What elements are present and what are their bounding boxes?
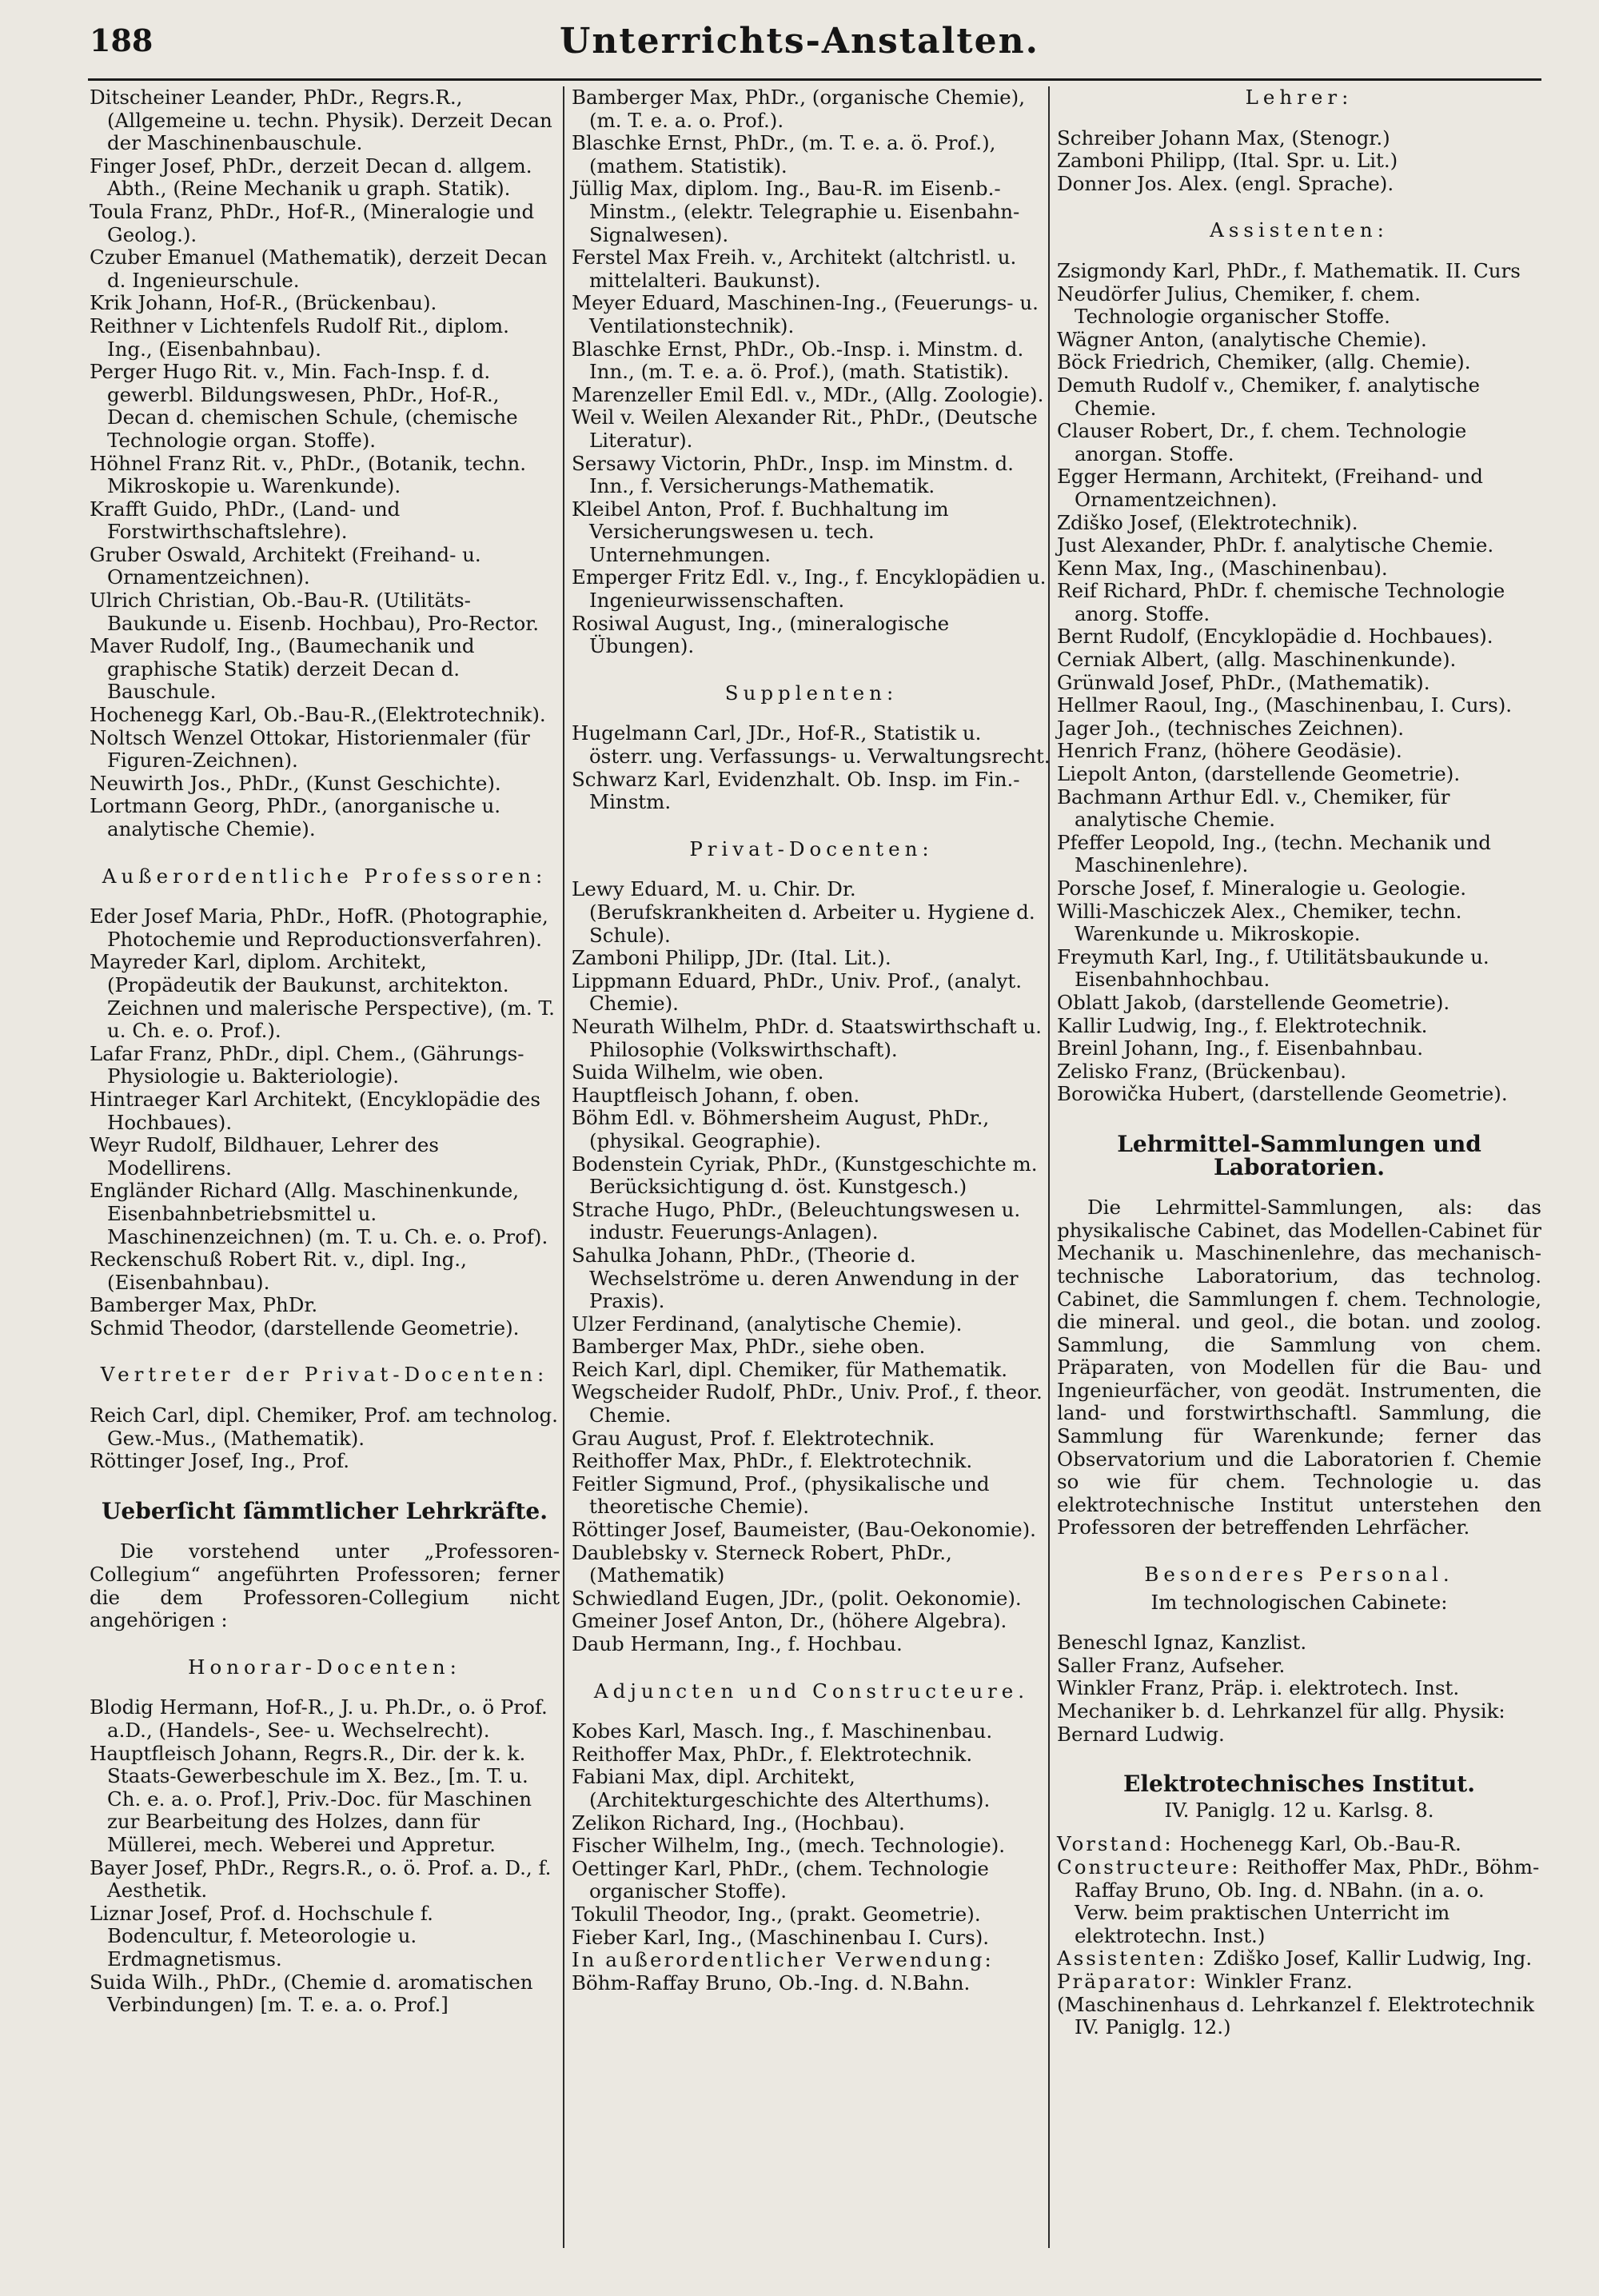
section-heading-lehrmittel: Lehrmittel-Sammlungen und Laboratorien. — [1117, 1130, 1481, 1180]
section-heading-privat-docenten: Privat-Docenten: — [689, 837, 934, 861]
list-item: Fischer Wilhelm, Ing., (mech. Technologie). — [572, 1834, 1006, 1858]
list-item: Hugelmann Carl, JDr., Hof-R., Statistik u. österr. ung. Verfassungs- u. Verwaltungsrecht. — [572, 721, 1051, 769]
list-item: Liepolt Anton, (darstellende Geometrie). — [1057, 762, 1461, 786]
section-heading-vertreter: Vertreter der Privat-Docenten: — [100, 1363, 549, 1387]
list-item: Hochenegg Karl, Ob.-Bau-R.,(Elektrotechnik). — [90, 703, 546, 727]
professoren-list — [90, 86, 560, 841]
section-heading-honorar: Honorar-Docenten: — [188, 1655, 461, 1679]
lehrmittel-paragraph: Die Lehrmittel-Sammlungen, als: das physikalische Cabinet, das Modellen-Cabinet für Mechanik u. Maschinenlehre, das mechanisch-technische Laboratorium, das technolog. Cabinet, die Sammlungen f. chem. Technologie, die mineral. und geol., die botan. und zoolog. Sammlung, die Sammlung von chem. Präparaten, von Modellen für die Bau- und Ingenieurfächer, von geodät. Instrumenten, die land- und forstwirthschaftl. Sammlung, die Sammlung für Warenkunde; ferner das Observatorium und die Laboratorien f. Chemie so wie für chem. Technologie u. das elektrotechnische Institut unterstehen den Professoren der betreffenden Lehrfächer. — [1057, 1196, 1541, 1539]
list-item: Krafft Guido, PhDr., (Land- und Forstwirthschaftslehre). — [90, 497, 401, 544]
list-item: Reithner v Lichtenfels Rudolf Rit., diplom. Ing., (Eisenbahnbau). — [90, 313, 509, 361]
section-heading-assistenten: Assistenten: — [1210, 218, 1389, 242]
list-item: Freymuth Karl, Ing., f. Utilitätsbaukunde u. Eisenbahnhochbau. — [1057, 944, 1489, 992]
list-item: Gruber Oswald, Architekt (Freihand- u. Ornamentzeichnen). — [90, 542, 481, 589]
list-item: Reckenschuß Robert Rit. v., dipl. Ing., (Eisenbahnbau). — [90, 1248, 467, 1294]
list-item: Reithoffer Max, PhDr., f. Elektrotechnik. — [572, 1742, 973, 1766]
list-item: Wägner Anton, (analytische Chemie). — [1057, 327, 1427, 351]
list-item: Kallir Ludwig, Ing., f. Elektrotechnik. — [1057, 1013, 1428, 1037]
list-item: Bamberger Max, PhDr., siehe oben. — [572, 1335, 926, 1359]
column-2 — [572, 86, 1051, 1995]
list-item: Hauptfleisch Johann, Regrs.R., Dir. der k. k. Staats-Gewerbeschule im X. Bez., [m. T. u. Ch. e. a. o. Prof.], Priv.-Doc. für Maschinen zur Bearbeitung des Holzes, dann für Müllerei, mech. Weberei und Appretur. — [90, 1741, 532, 1856]
list-item: Lafar Franz, PhDr., dipl. Chem., (Gährungs-Physiologie u. Bakteriologie). — [90, 1041, 524, 1088]
professoren-continued-list — [572, 86, 1051, 658]
vorstand-entry — [1057, 1833, 1541, 1856]
list-item: Lortmann Georg, PhDr., (anorganische u. analytische Chemie). — [90, 794, 501, 841]
list-item: Hauptfleisch Johann, f. oben. — [572, 1083, 860, 1107]
list-item: Borowička Hubert, (darstellende Geometrie). — [1057, 1082, 1508, 1106]
list-item: Tokulil Theodor, Ing., (prakt. Geometrie). — [572, 1902, 981, 1926]
list-item: Zdiško Josef, (Elektrotechnik). — [1057, 510, 1358, 534]
list-item: Suida Wilhelm, wie oben. — [572, 1060, 824, 1084]
header-rule — [88, 78, 1541, 81]
maschinenhaus-entry: (Maschinenhaus d. Lehrkanzel f. Elektrotechnik IV. Paniglg. 12.) — [1057, 1992, 1534, 2039]
section-heading-personal: Besonderes Personal. — [1144, 1563, 1454, 1587]
list-item: Daublebsky v. Sterneck Robert, PhDr., (Mathematik) — [572, 1540, 952, 1587]
list-item: Reich Karl, dipl. Chemiker, für Mathematik. — [572, 1357, 1008, 1381]
section-heading-adjuncten: Adjuncten und Constructeure. — [593, 1679, 1030, 1703]
list-item: Zamboni Philipp, (Ital. Spr. u. Lit.) — [1057, 149, 1398, 173]
column-3 — [1057, 86, 1541, 2039]
list-item: Meyer Eduard, Maschinen-Ing., (Feuerungs- u. Ventilationstechnik). — [572, 291, 1039, 337]
list-item: Mechaniker b. d. Lehrkanzel für allg. Physik: — [1057, 1699, 1505, 1723]
list-item: Zsigmondy Karl, PhDr., f. Mathematik. II. Curs — [1057, 258, 1521, 282]
list-item: Röttinger Josef, Baumeister, (Bau-Oekonomie). — [572, 1518, 1036, 1542]
list-item: Bernt Rudolf, (Encyklopädie d. Hochbaues). — [1057, 625, 1493, 649]
constructeure-label: Constructeure: — [1057, 1855, 1241, 1879]
list-item: Rosiwal August, Ing., (mineralogische Übungen). — [572, 611, 950, 658]
uebersicht-paragraph: Die vorstehend unter „Professoren-Collegium“ angeführten Professoren; ferner die dem Professoren-Collegium nicht angehörigen : — [90, 1539, 560, 1632]
list-item: Breinl Johann, Ing., f. Eisenbahnbau. — [1057, 1036, 1424, 1060]
list-item: Grünwald Josef, PhDr., (Mathematik). — [1057, 670, 1430, 694]
list-item: Kleibel Anton, Prof. f. Buchhaltung im Versicherungswesen u. tech. Unternehmungen. — [572, 497, 949, 566]
list-item: Böck Friedrich, Chemiker, (allg. Chemie). — [1057, 350, 1471, 374]
elektrotechnik-address: IV. Paniglg. 12 u. Karlsg. 8. — [1164, 1798, 1434, 1822]
list-item: Neurath Wilhelm, PhDr. d. Staatswirthschaft u. Philosophie (Volkswirthschaft). — [572, 1014, 1042, 1061]
running-title: Unterrichts-Anstalten. — [560, 21, 1039, 62]
list-item: Winkler Franz, Präp. i. elektrotech. Inst. — [1057, 1676, 1460, 1700]
list-item: Marenzeller Emil Edl. v., MDr., (Allg. Zoologie). — [572, 382, 1044, 406]
list-item: Schwiedland Eugen, JDr., (polit. Oekonomie). — [572, 1586, 1022, 1610]
assistenten-list — [1057, 260, 1541, 1106]
list-item: Krik Johann, Hof-R., (Brückenbau). — [90, 291, 437, 315]
list-item: Blaschke Ernst, PhDr., (m. T. e. a. ö. Prof.), (mathem. Statistik). — [572, 131, 996, 178]
supplenten-list — [572, 722, 1051, 813]
praeparator-label: Präparator: — [1057, 1969, 1198, 1993]
list-item: Beneschl Ignaz, Kanzlist. — [1057, 1631, 1307, 1655]
list-item: Sersawy Victorin, PhDr., Insp. im Minstm. d. Inn., f. Versicherungs-Mathematik. — [572, 451, 1014, 498]
section-heading-lehrer: Lehrer: — [1245, 86, 1354, 109]
list-item: Bayer Josef, PhDr., Regrs.R., o. ö. Prof. a. D., f. Aesthetik. — [90, 1855, 552, 1903]
list-item: Neudörfer Julius, Chemiker, f. chem. Technologie organischer Stoffe. — [1057, 282, 1421, 329]
list-item: Weyr Rudolf, Bildhauer, Lehrer des Modellirens. — [90, 1133, 439, 1180]
list-item: Demuth Rudolf v., Chemiker, f. analytische Chemie. — [1057, 373, 1480, 420]
list-item: Lippmann Eduard, PhDr., Univ. Prof., (analyt. Chemie). — [572, 968, 1023, 1016]
list-item: Liznar Josef, Prof. d. Hochschule f. Bodencultur, f. Meteorologie u. Erdmagnetismus. — [90, 1901, 433, 1971]
list-item: Grau August, Prof. f. Elektrotechnik. — [572, 1426, 935, 1450]
list-item: Bamberger Max, PhDr., (organische Chemie), (m. T. e. a. o. Prof.). — [572, 86, 1026, 132]
list-item: Bachmann Arthur Edl. v., Chemiker, für analytische Chemie. — [1057, 785, 1450, 832]
list-item: Saller Franz, Aufseher. — [1057, 1653, 1286, 1677]
list-item: Czuber Emanuel (Mathematik), derzeit Decan d. Ingenieurschule. — [90, 246, 548, 292]
list-item: Bamberger Max, PhDr. — [90, 1293, 318, 1317]
list-item: Porsche Josef, f. Mineralogie u. Geologie. — [1057, 876, 1466, 900]
list-item: Feitler Sigmund, Prof., (physikalische und theoretische Chemie). — [572, 1471, 990, 1519]
list-item: Gmeiner Josef Anton, Dr., (höhere Algebra). — [572, 1609, 1007, 1633]
list-item: Bernard Ludwig. — [1057, 1722, 1225, 1746]
assistenten-elektro-label: Assistenten: — [1057, 1947, 1207, 1971]
personal-list — [1057, 1631, 1541, 1746]
list-item: Ulzer Ferdinand, (analytische Chemie). — [572, 1312, 963, 1336]
list-item: Jager Joh., (technisches Zeichnen). — [1057, 716, 1405, 740]
list-item: Suida Wilh., PhDr., (Chemie d. aromatischen Verbindungen) [m. T. e. a. o. Prof.] — [90, 1970, 533, 2017]
constructeure-text: Reithoffer Max, PhDr., Böhm-Raffay Bruno, Ob. Ing. d. NBahn. (in a. o. Verw. beim praktischen Unterricht im elektrotechn. Inst.) — [1075, 1855, 1540, 1947]
list-item: Engländer Richard (Allg. Maschinenkunde, Eisenbahnbetriebsmittel u. Maschinenzeichnen) (m. T. u. Ch. e. o. Prof). — [90, 1179, 548, 1248]
list-item: Lewy Eduard, M. u. Chir. Dr. (Berufskrankheiten d. Arbeiter u. Hygiene d. Schule). — [572, 877, 1035, 947]
list-item: Schreiber Johann Max, (Stenogr.) — [1057, 126, 1390, 150]
list-item: Perger Hugo Rit. v., Min. Fach-Insp. f. d. gewerbl. Bildungswesen, PhDr., Hof-R., Decan d. chemischen Schule, (chemische Technologie organ. Stoffe). — [90, 360, 518, 452]
privat-docenten-list — [572, 878, 1051, 1655]
list-item: Schwarz Karl, Evidenzhalt. Ob. Insp. im Fin.-Minstm. — [572, 767, 1020, 814]
list-item: Hintraeger Karl Architekt, (Encyklopädie des Hochbaues). — [90, 1087, 540, 1134]
list-item: Strache Hugo, PhDr., (Beleuchtungswesen u. industr. Feuerungs-Anlagen). — [572, 1197, 1021, 1244]
adjuncten-list — [572, 1720, 1051, 1949]
list-item: Clauser Robert, Dr., f. chem. Technologie anorgan. Stoffe. — [1057, 419, 1467, 465]
list-item: Wegscheider Rudolf, PhDr., Univ. Prof., f. theor. Chemie. — [572, 1380, 1043, 1428]
list-item: Fieber Karl, Ing., (Maschinenbau I. Curs). — [572, 1925, 990, 1949]
list-item: Pfeffer Leopold, Ing., (techn. Mechanik und Maschinenlehre). — [1057, 830, 1491, 877]
list-item: Zelisko Franz, (Brückenbau). — [1057, 1059, 1347, 1083]
list-item: Zamboni Philipp, JDr. (Ital. Lit.). — [572, 946, 891, 970]
vorstand-label: Vorstand: — [1057, 1832, 1174, 1856]
list-item: Höhnel Franz Rit. v., PhDr., (Botanik, techn. Mikroskopie u. Warenkunde). — [90, 451, 527, 498]
list-item: Willi-Maschiczek Alex., Chemiker, techn. Warenkunde u. Mikroskopie. — [1057, 899, 1462, 946]
ausserordentliche-list — [90, 905, 560, 1340]
list-item: Reif Richard, PhDr. f. chemische Technologie anorg. Stoffe. — [1057, 579, 1505, 625]
personal-subheading: Im technologischen Cabinete: — [1150, 1590, 1448, 1614]
list-item: Röttinger Josef, Ing., Prof. — [90, 1449, 350, 1473]
list-item: Just Alexander, PhDr. f. analytische Chemie. — [1057, 533, 1494, 557]
constructeure-entry — [1057, 1856, 1541, 1947]
list-item: Finger Josef, PhDr., derzeit Decan d. allgem. Abth., (Reine Mechanik u graph. Statik). — [90, 154, 532, 201]
list-item: Oblatt Jakob, (darstellende Geometrie). — [1057, 990, 1450, 1014]
column-divider-1 — [563, 86, 564, 2248]
list-item: Oettinger Karl, PhDr., (chem. Technologie organischer Stoffe). — [572, 1856, 989, 1903]
list-item: Kobes Karl, Masch. Ing., f. Maschinenbau. — [572, 1719, 993, 1743]
ausserordentlich-label: In außerordentlicher Verwendung: — [572, 1948, 994, 1972]
list-item: Noltsch Wenzel Ottokar, Historienmaler (für Figuren-Zeichnen). — [90, 725, 530, 773]
list-item: Cerniak Albert, (allg. Maschinenkunde). — [1057, 648, 1457, 672]
praeparator-entry — [1057, 1971, 1541, 1994]
list-item: Bodenstein Cyriak, PhDr., (Kunstgeschichte m. Berücksichtigung d. öst. Kunstgesch.) — [572, 1152, 1038, 1199]
honorar-list — [90, 1696, 560, 2016]
column-1 — [90, 86, 560, 2017]
list-item: Hellmer Raoul, Ing., (Maschinenbau, I. Curs). — [1057, 693, 1513, 717]
assistenten-elektro-text: Zdiško Josef, Kallir Ludwig, Ing. — [1213, 1947, 1533, 1971]
section-heading-uebersicht: Ueberſicht ſämmtlicher Lehrkräfte. — [102, 1497, 548, 1524]
list-item: Sahulka Johann, PhDr., (Theorie d. Wechselströme u. deren Anwendung in der Praxis). — [572, 1243, 1019, 1313]
list-item: Ferstel Max Freih. v., Architekt (altchristl. u. mittelalteri. Baukunst). — [572, 246, 1017, 292]
list-item: Henrich Franz, (höhere Geodäsie). — [1057, 739, 1402, 763]
vertreter-list — [90, 1404, 560, 1473]
list-item: Kenn Max, Ing., (Maschinenbau). — [1057, 556, 1388, 580]
section-heading-supplenten: Supplenten: — [724, 681, 899, 705]
list-item: Maver Rudolf, Ing., (Baumechanik und graphische Statik) derzeit Decan d. Bauschule. — [90, 634, 475, 704]
list-item: Reich Carl, dipl. Chemiker, Prof. am technolog. Gew.-Mus., (Mathematik). — [90, 1404, 558, 1450]
list-item: Mayreder Karl, diplom. Architekt, (Propädeutik der Baukunst, architekton. Zeichnen und malerische Perspective), (m. T. u. Ch. e. o. Prof.). — [90, 950, 555, 1043]
assistenten-elektro-entry — [1057, 1947, 1541, 1971]
list-item: Böhm Edl. v. Böhmersheim August, PhDr., (physikal. Geographie). — [572, 1106, 990, 1152]
list-item: Reithoffer Max, PhDr., f. Elektrotechnik. — [572, 1449, 973, 1473]
list-item: Eder Josef Maria, PhDr., HofR. (Photographie, Photochemie und Reproductionsverfahren). — [90, 904, 548, 951]
list-item: Ditscheiner Leander, PhDr., Regrs.R., (Allgemeine u. techn. Physik). Derzeit Decan der Maschinenbauschule. — [90, 86, 552, 155]
list-item: Blaschke Ernst, PhDr., Ob.-Insp. i. Minstm. d. Inn., (m. T. e. a. ö. Prof.), (math. Statistik). — [572, 337, 1024, 384]
section-heading-ausserordentliche: Außerordentliche Professoren: — [102, 864, 548, 888]
list-item: Weil v. Weilen Alexander Rit., PhDr., (Deutsche Literatur). — [572, 405, 1038, 452]
lehrer-list — [1057, 127, 1541, 196]
list-item: Ulrich Christian, Ob.-Bau-R. (Utilitäts-Baukunde u. Eisenb. Hochbau), Pro-Rector. — [90, 589, 540, 635]
list-item: Zelikon Richard, Ing., (Hochbau). — [572, 1811, 905, 1835]
section-heading-elektrotechnik: Elektrotechnisches Institut. — [1123, 1771, 1475, 1798]
list-item: Emperger Fritz Edl. v., Ing., f. Encyklopädien u. Ingenieurwissenschaften. — [572, 565, 1047, 613]
list-item: Egger Hermann, Architekt, (Freihand- und Ornamentzeichnen). — [1057, 465, 1483, 511]
page-number: 188 — [90, 22, 154, 58]
list-item: Neuwirth Jos., PhDr., (Kunst Geschichte). — [90, 771, 501, 795]
list-item: Donner Jos. Alex. (engl. Sprache). — [1057, 171, 1394, 195]
list-item: Blodig Hermann, Hof-R., J. u. Ph.Dr., o. ö Prof. a.D., (Handels-, See- u. Wechselrecht). — [90, 1695, 548, 1742]
list-item: Toula Franz, PhDr., Hof-R., (Mineralogie und Geolog.). — [90, 199, 535, 246]
ausserordentlich-entry: Böhm-Raffay Bruno, Ob.-Ing. d. N.Bahn. — [572, 1971, 971, 1995]
praeparator-text: Winkler Franz. — [1204, 1969, 1353, 1993]
list-item: Fabiani Max, dipl. Architekt, (Architekturgeschichte des Alterthums). — [572, 1765, 991, 1811]
list-item: Jüllig Max, diplom. Ing., Bau-R. im Eisenb.-Minstm., (elektr. Telegraphie u. Eisenbahn-Signalwesen). — [572, 177, 1020, 246]
vorstand-text: Hochenegg Karl, Ob.-Bau-R. — [1179, 1832, 1461, 1856]
list-item: Daub Hermann, Ing., f. Hochbau. — [572, 1632, 903, 1655]
list-item: Schmid Theodor, (darstellende Geometrie). — [90, 1316, 520, 1340]
